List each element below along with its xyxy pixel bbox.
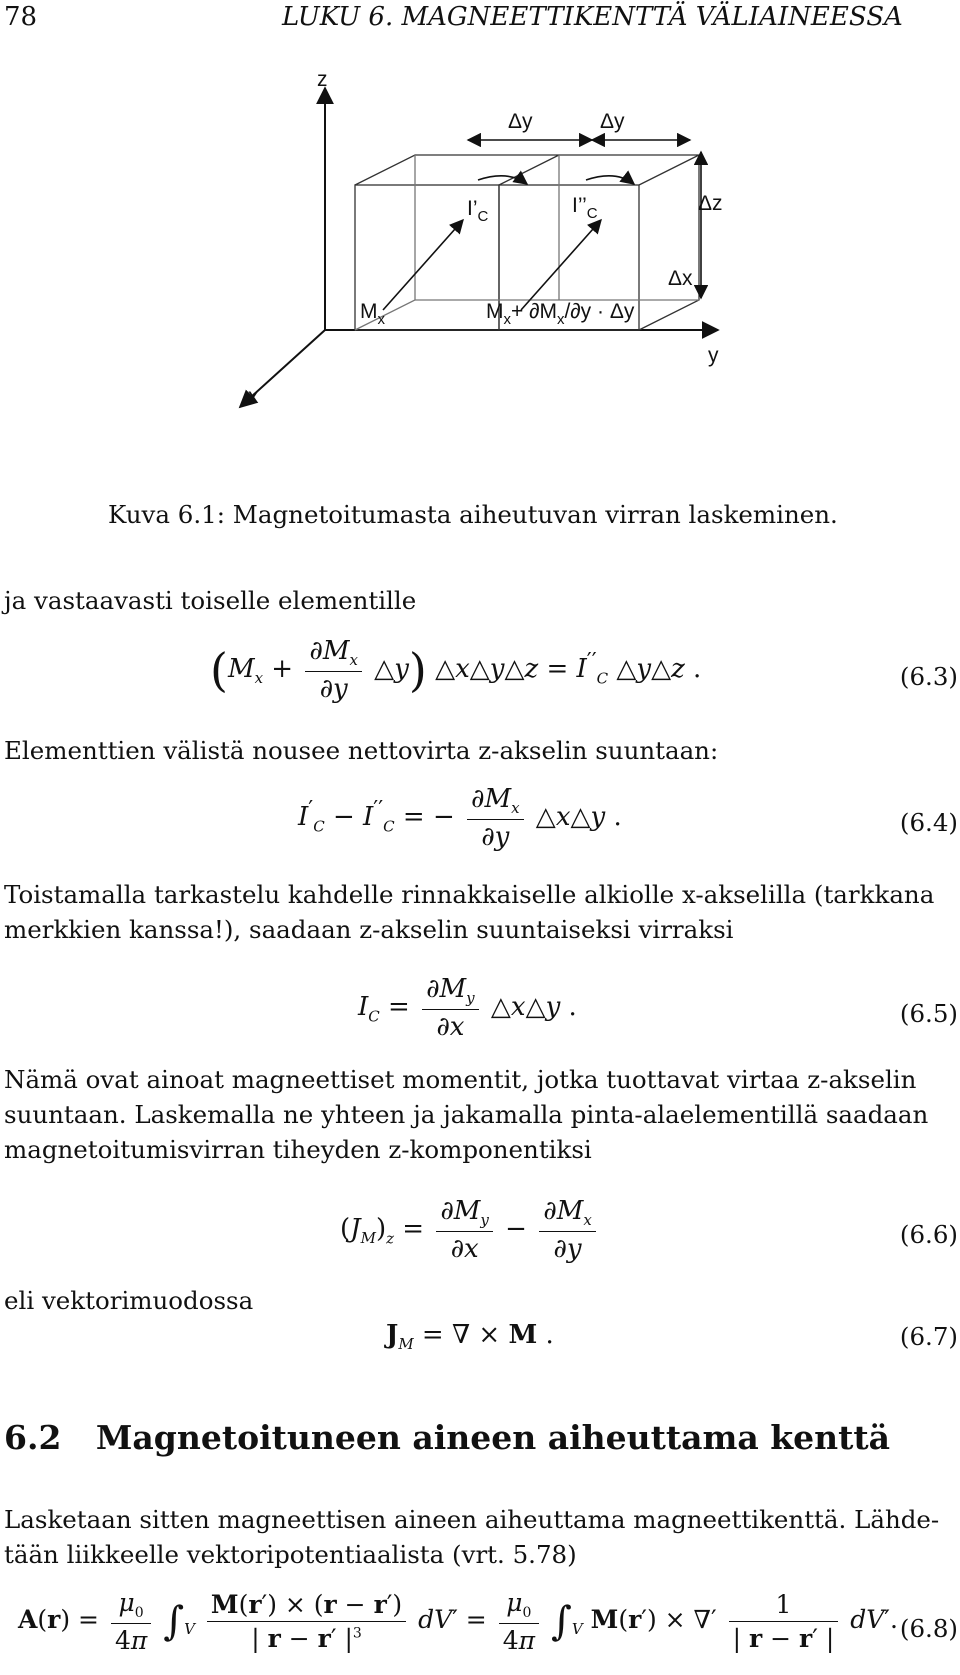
paragraph-6-line-1: Lasketaan sitten magneettisen aineen aiheuttama magneettikenttä. Lähde- — [4, 1505, 940, 1534]
delta-y-label-2: Δy — [600, 110, 625, 133]
paragraph-3 — [4, 877, 934, 947]
paragraph-1: ja vastaavasti toiselle elementille — [4, 586, 417, 615]
magnetization-figure — [0, 60, 960, 460]
paragraph-6-line-2: tään liikkeelle vektoripotentiaalista (vrt. 5.78) — [4, 1540, 577, 1569]
delta-y-label-1: Δy — [508, 110, 533, 133]
current-right-label: $I’’_C$ — [572, 194, 598, 222]
paragraph-4-line-3: magnetoitumisvirran tiheyden z-komponentiksi — [4, 1135, 592, 1164]
axis-y-label: y — [708, 344, 719, 367]
delta-z-label: Δz — [698, 192, 723, 215]
equation-6-7: $J_M$ = ∇ × M . — [386, 1320, 554, 1354]
mx-arrow-right — [521, 220, 601, 310]
equation-number-6-7: (6.7) — [899, 1322, 958, 1351]
equation-6-8: A(r) = $\frac{\mu_0}{4\pi}$ $\int_V$ $\frac{M(r') \times (r - r')}{| r - r' |^3}$ dV′ = $\frac{\mu_0}{4\pi}$ $\int_V$ M(r′) × ∇′ $\frac{1}{| r - r' |}$ dV′. — [18, 1588, 898, 1655]
paragraph-2: Elementtien välistä nousee nettovirta z-akselin suuntaan: — [4, 736, 719, 765]
paragraph-4-line-2: suuntaan. Laskemalla ne yhteen ja jakamalla pinta-alaelementillä saadaan — [4, 1100, 929, 1129]
current-left-label: $I’_C$ — [467, 197, 489, 225]
delta-x-label: Δx — [668, 267, 693, 290]
equation-6-3: ($M_x$ + $\frac{\partial M_x}{\partial y}$ △y) △x△y△z = $I''_C$ △y△z . — [210, 636, 702, 705]
running-title: LUKU 6. MAGNEETTIKENTTÄ VÄLIAINEESSA — [282, 2, 903, 32]
paragraph-4 — [4, 1062, 928, 1167]
equation-6-4: $I'_C - I''_C$ = − $\frac{\partial M_x}{\partial y}$ △x△y . — [298, 784, 622, 853]
paragraph-6 — [4, 1502, 939, 1572]
axis-z-label: z — [317, 68, 328, 91]
equation-number-6-6: (6.6) — [899, 1220, 958, 1249]
mx-arrow-left — [383, 220, 463, 310]
paragraph-3-line-2: merkkien kanssa!), saadaan z-akselin suuntaiseksi virraksi — [4, 915, 734, 944]
figure-caption: Kuva 6.1: Magnetoitumasta aiheutuvan virran laskeminen. — [108, 500, 838, 529]
equation-number-6-5: (6.5) — [899, 999, 958, 1028]
current-arc-right — [586, 176, 634, 184]
paragraph-3-line-1: Toistamalla tarkastelu kahdelle rinnakkaiselle alkiolle x-akselilla (tarkkana — [4, 880, 935, 909]
page-number: 78 — [4, 2, 38, 32]
equation-number-6-4: (6.4) — [899, 808, 958, 837]
mx-label: $M_x$ — [360, 300, 385, 328]
paragraph-4-line-1: Nämä ovat ainoat magneettiset momentit, jotka tuottavat virtaa z-akselin — [4, 1065, 917, 1094]
equation-number-6-3: (6.3) — [899, 662, 958, 691]
mx2-label: $M_x+ \partial M_x/\partial y \cdot \Delta y$ — [486, 300, 635, 328]
axis-x-label: x — [248, 385, 259, 408]
equation-6-5: $I_C$ = $\frac{\partial M_y}{\partial x}$ △x△y . — [358, 974, 577, 1043]
section-heading: 6.2 Magnetoituneen aineen aiheuttama kenttä — [4, 1418, 891, 1457]
equation-6-6: $(J_M)_z$ = $\frac{\partial M_y}{\partial x}$ − $\frac{\partial M_x}{\partial y}$ — [340, 1196, 600, 1264]
equation-number-6-8: (6.8) — [899, 1614, 958, 1643]
paragraph-5: eli vektorimuodossa — [4, 1286, 254, 1315]
